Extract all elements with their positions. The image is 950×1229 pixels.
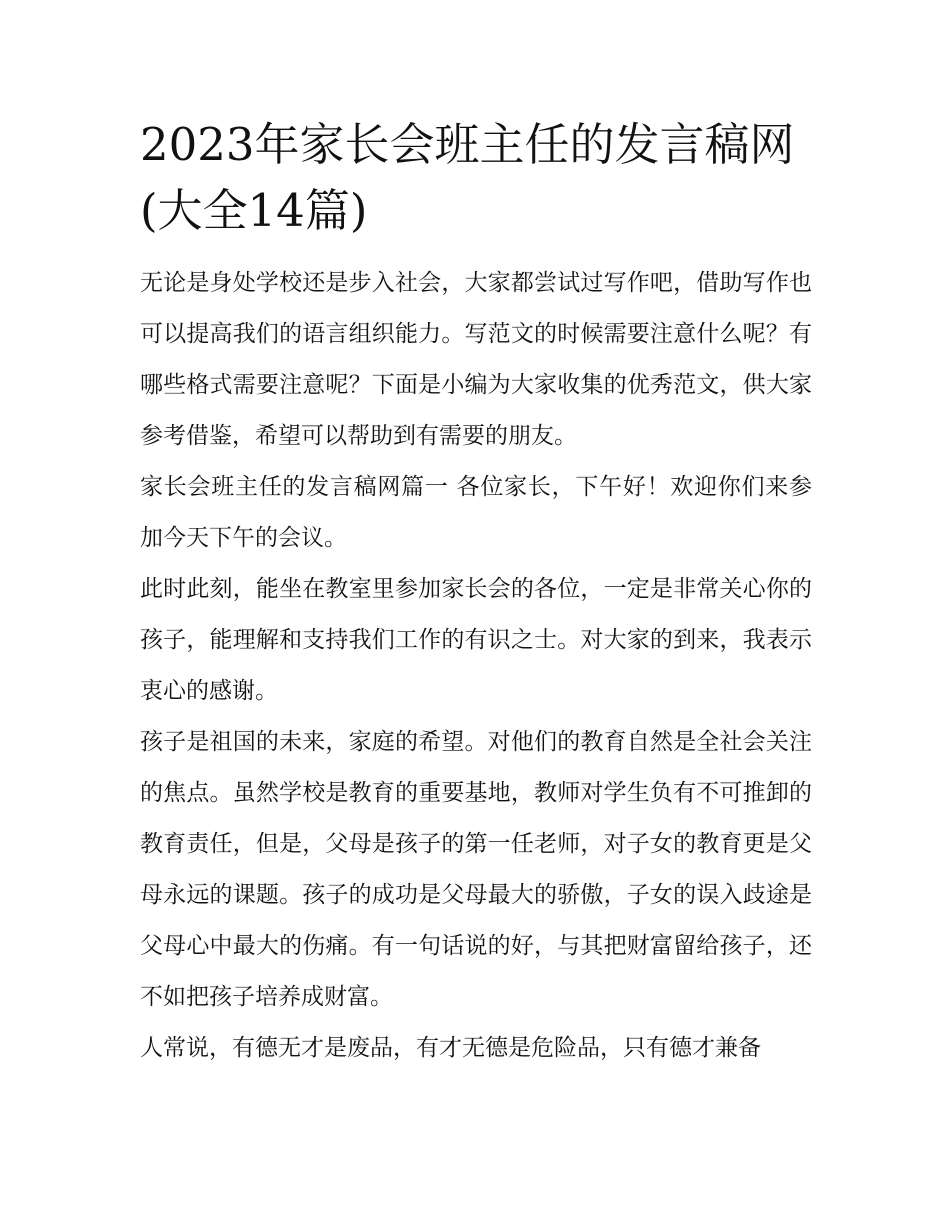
document-title: 2023年家长会班主任的发言稿网(大全14篇)	[140, 118, 795, 237]
paragraph-virtue: 人常说，有德无才是废品，有才无德是危险品，只有德才兼备	[140, 1035, 761, 1061]
document-page	[140, 112, 812, 1074]
paragraph-greeting: 家长会班主任的发言稿网篇一 各位家长，下午好！欢迎你们来参加今天下午的会议。	[140, 474, 812, 551]
paragraph-intro: 无论是身处学校还是步入社会，大家都尝试过写作吧，借助写作也可以提高我们的语言组织能力。写范文的时候需要注意什么呢？有哪些格式需要注意呢？下面是小编为大家收集的优秀范文，供大家参考借鉴，希望可以帮助到有需要的朋友。	[140, 270, 812, 449]
paragraph-education: 孩子是祖国的未来，家庭的希望。对他们的教育自然是全社会关注的焦点。虽然学校是教育的重要基地，教师对学生负有不可推卸的教育责任，但是，父母是孩子的第一任老师，对子女的教育更是父母永远的课题。孩子的成功是父母最大的骄傲，子女的误入歧途是父母心中最大的伤痛。有一句话说的好，与其把财富留给孩子，还不如把孩子培养成财富。	[140, 729, 812, 1010]
paragraph-thanks: 此时此刻，能坐在教室里参加家长会的各位，一定是非常关心你的孩子，能理解和支持我们工作的有识之士。对大家的到来，我表示衷心的感谢。	[140, 576, 812, 704]
